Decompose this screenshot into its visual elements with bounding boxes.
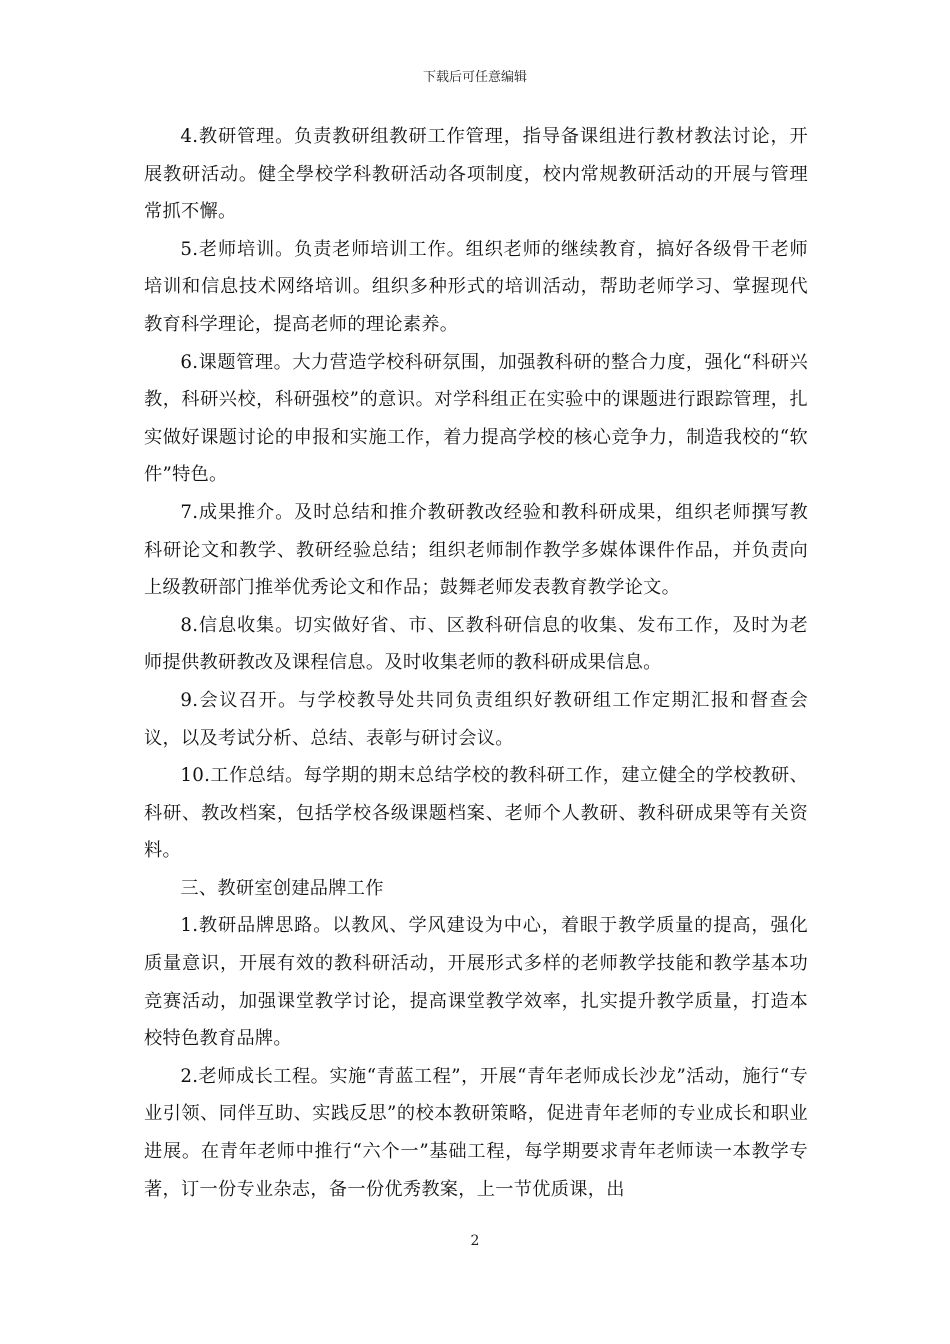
paragraph-item-9: 9.会议召开。与学校教导处共同负责组织好教研组工作定期汇报和督查会议，以及考试分析、总结、表彰与研讨会议。 xyxy=(144,689,808,749)
page-header: 下载后可任意编辑 xyxy=(422,70,527,85)
paragraph-item-4: 4.教研管理。负责教研组教研工作管理，指导备课组进行教材教法讨论，开展教研活动。健全學校学科教研活动各项制度，校内常规教研活动的开展与管理常抓不懈。 xyxy=(144,126,808,223)
paragraph-brand-1: 1.教研品牌思路。以教风、学风建设为中心，着眼于教学质量的提高，强化质量意识，开展有效的教科研活动，开展形式多样的老师教学技能和教学基本功竞赛活动，加强课堂教学讨论，提高课堂教学效率，扎实提升教学质量，打造本校特色教育品牌。 xyxy=(144,915,808,1050)
paragraph-item-6: 6.课题管理。大力营造学校科研氛围，加强教科研的整合力度，强化“科研兴教，科研兴校，科研强校”的意识。对学科组正在实验中的课题进行跟踪管理，扎实做好课题讨论的申报和实施工作，着力提高学校的核心竞争力，制造我校的“软件”特色。 xyxy=(144,351,808,486)
page-number: 2 xyxy=(470,1233,480,1249)
paragraph-item-10: 10.工作总结。每学期的期末总结学校的教科研工作，建立健全的学校教研、科研、教改档案，包括学校各级课题档案、老师个人教研、教科研成果等有关资料。 xyxy=(144,765,808,862)
paragraph-item-7: 7.成果推介。及时总结和推介教研教改经验和教科研成果，组织老师撰写教科研论文和教学、教研经验总结；组织老师制作教学多媒体课件作品，并负责向上级教研部门推举优秀论文和作品；鼓舞老师发表教育教学论文。 xyxy=(144,501,808,599)
paragraph-brand-2: 2.老师成长工程。实施“青蓝工程”，开展“青年老师成长沙龙”活动，施行“专业引领、同伴互助、实践反思”的校本教研策略，促进青年老师的专业成长和职业进展。在青年老师中推行“六个一”基础工程，每学期要求青年老师读一本教学专著，订一份专业杂志，备一份优秀教案，上一节优质课，出 xyxy=(144,1065,808,1200)
paragraph-item-8: 8.信息收集。切实做好省、市、区教科研信息的收集、发布工作，及时为老师提供教研教改及课程信息。及时收集老师的教科研成果信息。 xyxy=(144,614,808,674)
section-heading: 三、教研室创建品牌工作 xyxy=(180,877,384,899)
paragraph-item-5: 5.老师培训。负责老师培训工作。组织老师的继续教育，搞好各级骨干老师培训和信息技术网络培训。组织多种形式的培训活动，帮助老师学习、掌握现代教育科学理论，提高老师的理论素养。 xyxy=(144,238,808,335)
document-body xyxy=(144,118,808,1208)
